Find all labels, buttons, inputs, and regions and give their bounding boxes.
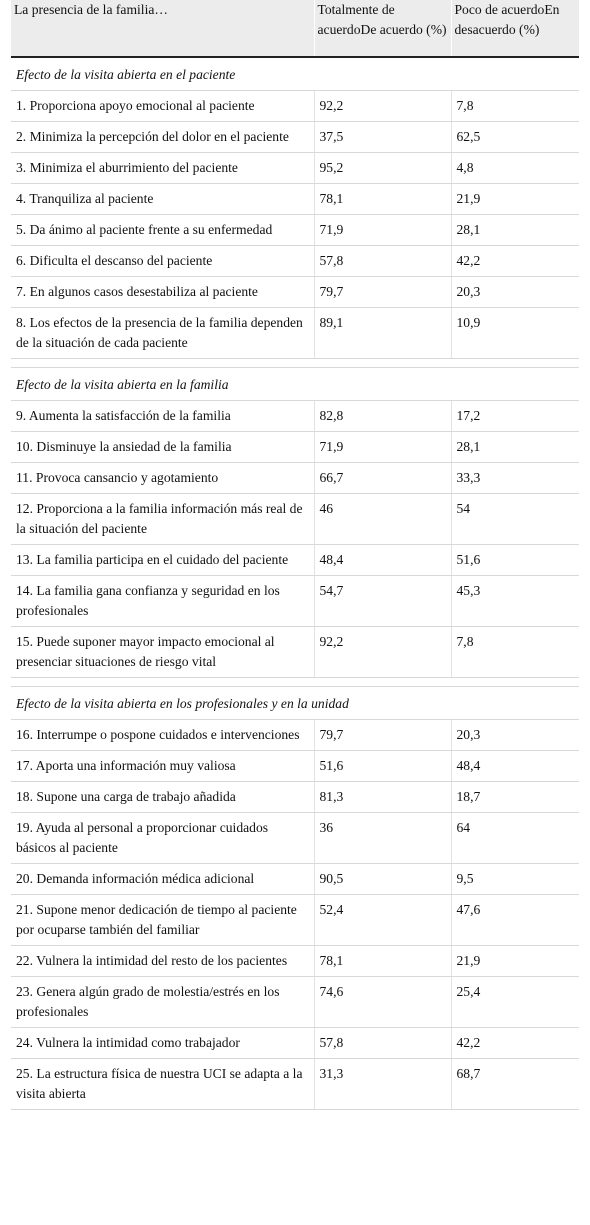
survey-table [11, 0, 579, 1110]
table-row [11, 545, 579, 576]
disagree-percent-cell: 7,8 [451, 91, 579, 122]
agree-percent-cell: 51,6 [314, 751, 451, 782]
statement-cell: 1. Proporciona apoyo emocional al paciente [11, 91, 314, 122]
table-row [11, 494, 579, 545]
agree-percent-cell: 54,7 [314, 576, 451, 627]
table-row [11, 895, 579, 946]
disagree-percent-cell: 17,2 [451, 401, 579, 432]
table-row [11, 864, 579, 895]
disagree-percent-cell: 33,3 [451, 463, 579, 494]
statement-cell: 5. Da ánimo al paciente frente a su enfermedad [11, 215, 314, 246]
statement-cell: 24. Vulnera la intimidad como trabajador [11, 1028, 314, 1059]
header-agree: Totalmente de acuerdoDe acuerdo (%) [314, 0, 451, 57]
statement-cell: 17. Aporta una información muy valiosa [11, 751, 314, 782]
disagree-percent-cell: 28,1 [451, 432, 579, 463]
table-row [11, 277, 579, 308]
table-row [11, 215, 579, 246]
disagree-percent-cell: 42,2 [451, 246, 579, 277]
statement-cell: 23. Genera algún grado de molestia/estrés en los profesionales [11, 977, 314, 1028]
disagree-percent-cell: 21,9 [451, 184, 579, 215]
table-row [11, 91, 579, 122]
disagree-percent-cell: 47,6 [451, 895, 579, 946]
table-row [11, 308, 579, 359]
agree-percent-cell: 48,4 [314, 545, 451, 576]
agree-percent-cell: 74,6 [314, 977, 451, 1028]
statement-cell: 12. Proporciona a la familia información más real de la situación del paciente [11, 494, 314, 545]
section-heading-row [11, 368, 579, 401]
statement-cell: 18. Supone una carga de trabajo añadida [11, 782, 314, 813]
agree-percent-cell: 90,5 [314, 864, 451, 895]
table-row [11, 720, 579, 751]
statement-cell: 14. La familia gana confianza y seguridad en los profesionales [11, 576, 314, 627]
table-row [11, 122, 579, 153]
disagree-percent-cell: 21,9 [451, 946, 579, 977]
disagree-percent-cell: 10,9 [451, 308, 579, 359]
table-row [11, 401, 579, 432]
statement-cell: 25. La estructura física de nuestra UCI se adapta a la visita abierta [11, 1059, 314, 1110]
disagree-percent-cell: 64 [451, 813, 579, 864]
section-title: Efecto de la visita abierta en el paciente [11, 57, 579, 91]
agree-percent-cell: 95,2 [314, 153, 451, 184]
statement-cell: 15. Puede suponer mayor impacto emocional al presenciar situaciones de riesgo vital [11, 627, 314, 678]
disagree-percent-cell: 20,3 [451, 720, 579, 751]
statement-cell: 13. La familia participa en el cuidado del paciente [11, 545, 314, 576]
table-row [11, 153, 579, 184]
statement-cell: 9. Aumenta la satisfacción de la familia [11, 401, 314, 432]
section-title: Efecto de la visita abierta en los profesionales y en la unidad [11, 687, 579, 720]
agree-percent-cell: 82,8 [314, 401, 451, 432]
table-row [11, 946, 579, 977]
disagree-percent-cell: 51,6 [451, 545, 579, 576]
agree-percent-cell: 31,3 [314, 1059, 451, 1110]
disagree-percent-cell: 9,5 [451, 864, 579, 895]
section-spacer [11, 359, 579, 368]
disagree-percent-cell: 45,3 [451, 576, 579, 627]
agree-percent-cell: 52,4 [314, 895, 451, 946]
table-row [11, 184, 579, 215]
disagree-percent-cell: 62,5 [451, 122, 579, 153]
agree-percent-cell: 79,7 [314, 277, 451, 308]
statement-cell: 3. Minimiza el aburrimiento del paciente [11, 153, 314, 184]
table-row [11, 627, 579, 678]
table-row [11, 1028, 579, 1059]
statement-cell: 8. Los efectos de la presencia de la familia dependen de la situación de cada paciente [11, 308, 314, 359]
statement-cell: 11. Provoca cansancio y agotamiento [11, 463, 314, 494]
header-statement: La presencia de la familia… [11, 0, 314, 57]
agree-percent-cell: 78,1 [314, 184, 451, 215]
table-row [11, 1059, 579, 1110]
disagree-percent-cell: 48,4 [451, 751, 579, 782]
statement-cell: 20. Demanda información médica adicional [11, 864, 314, 895]
agree-percent-cell: 46 [314, 494, 451, 545]
table-row [11, 782, 579, 813]
disagree-percent-cell: 4,8 [451, 153, 579, 184]
statement-cell: 2. Minimiza la percepción del dolor en el paciente [11, 122, 314, 153]
table-body [11, 57, 579, 1110]
statement-cell: 10. Disminuye la ansiedad de la familia [11, 432, 314, 463]
section-spacer [11, 678, 579, 687]
section-title: Efecto de la visita abierta en la familia [11, 368, 579, 401]
header-row [11, 0, 579, 57]
agree-percent-cell: 36 [314, 813, 451, 864]
table-row [11, 576, 579, 627]
disagree-percent-cell: 20,3 [451, 277, 579, 308]
table-row [11, 977, 579, 1028]
table-row [11, 246, 579, 277]
header-disagree: Poco de acuerdoEn desacuerdo (%) [451, 0, 579, 57]
disagree-percent-cell: 25,4 [451, 977, 579, 1028]
disagree-percent-cell: 28,1 [451, 215, 579, 246]
agree-percent-cell: 66,7 [314, 463, 451, 494]
spacer-cell [11, 359, 579, 368]
agree-percent-cell: 71,9 [314, 432, 451, 463]
disagree-percent-cell: 7,8 [451, 627, 579, 678]
table-row [11, 813, 579, 864]
agree-percent-cell: 79,7 [314, 720, 451, 751]
disagree-percent-cell: 54 [451, 494, 579, 545]
statement-cell: 16. Interrumpe o pospone cuidados e intervenciones [11, 720, 314, 751]
agree-percent-cell: 78,1 [314, 946, 451, 977]
agree-percent-cell: 71,9 [314, 215, 451, 246]
agree-percent-cell: 92,2 [314, 627, 451, 678]
agree-percent-cell: 92,2 [314, 91, 451, 122]
section-heading-row [11, 687, 579, 720]
table-row [11, 751, 579, 782]
section-heading-row [11, 57, 579, 91]
statement-cell: 7. En algunos casos desestabiliza al paciente [11, 277, 314, 308]
statement-cell: 19. Ayuda al personal a proporcionar cuidados básicos al paciente [11, 813, 314, 864]
disagree-percent-cell: 68,7 [451, 1059, 579, 1110]
statement-cell: 22. Vulnera la intimidad del resto de los pacientes [11, 946, 314, 977]
disagree-percent-cell: 18,7 [451, 782, 579, 813]
agree-percent-cell: 37,5 [314, 122, 451, 153]
agree-percent-cell: 89,1 [314, 308, 451, 359]
statement-cell: 4. Tranquiliza al paciente [11, 184, 314, 215]
table-row [11, 432, 579, 463]
spacer-cell [11, 678, 579, 687]
agree-percent-cell: 81,3 [314, 782, 451, 813]
statement-cell: 21. Supone menor dedicación de tiempo al paciente por ocuparse también del familiar [11, 895, 314, 946]
table-row [11, 463, 579, 494]
agree-percent-cell: 57,8 [314, 1028, 451, 1059]
statement-cell: 6. Dificulta el descanso del paciente [11, 246, 314, 277]
disagree-percent-cell: 42,2 [451, 1028, 579, 1059]
agree-percent-cell: 57,8 [314, 246, 451, 277]
